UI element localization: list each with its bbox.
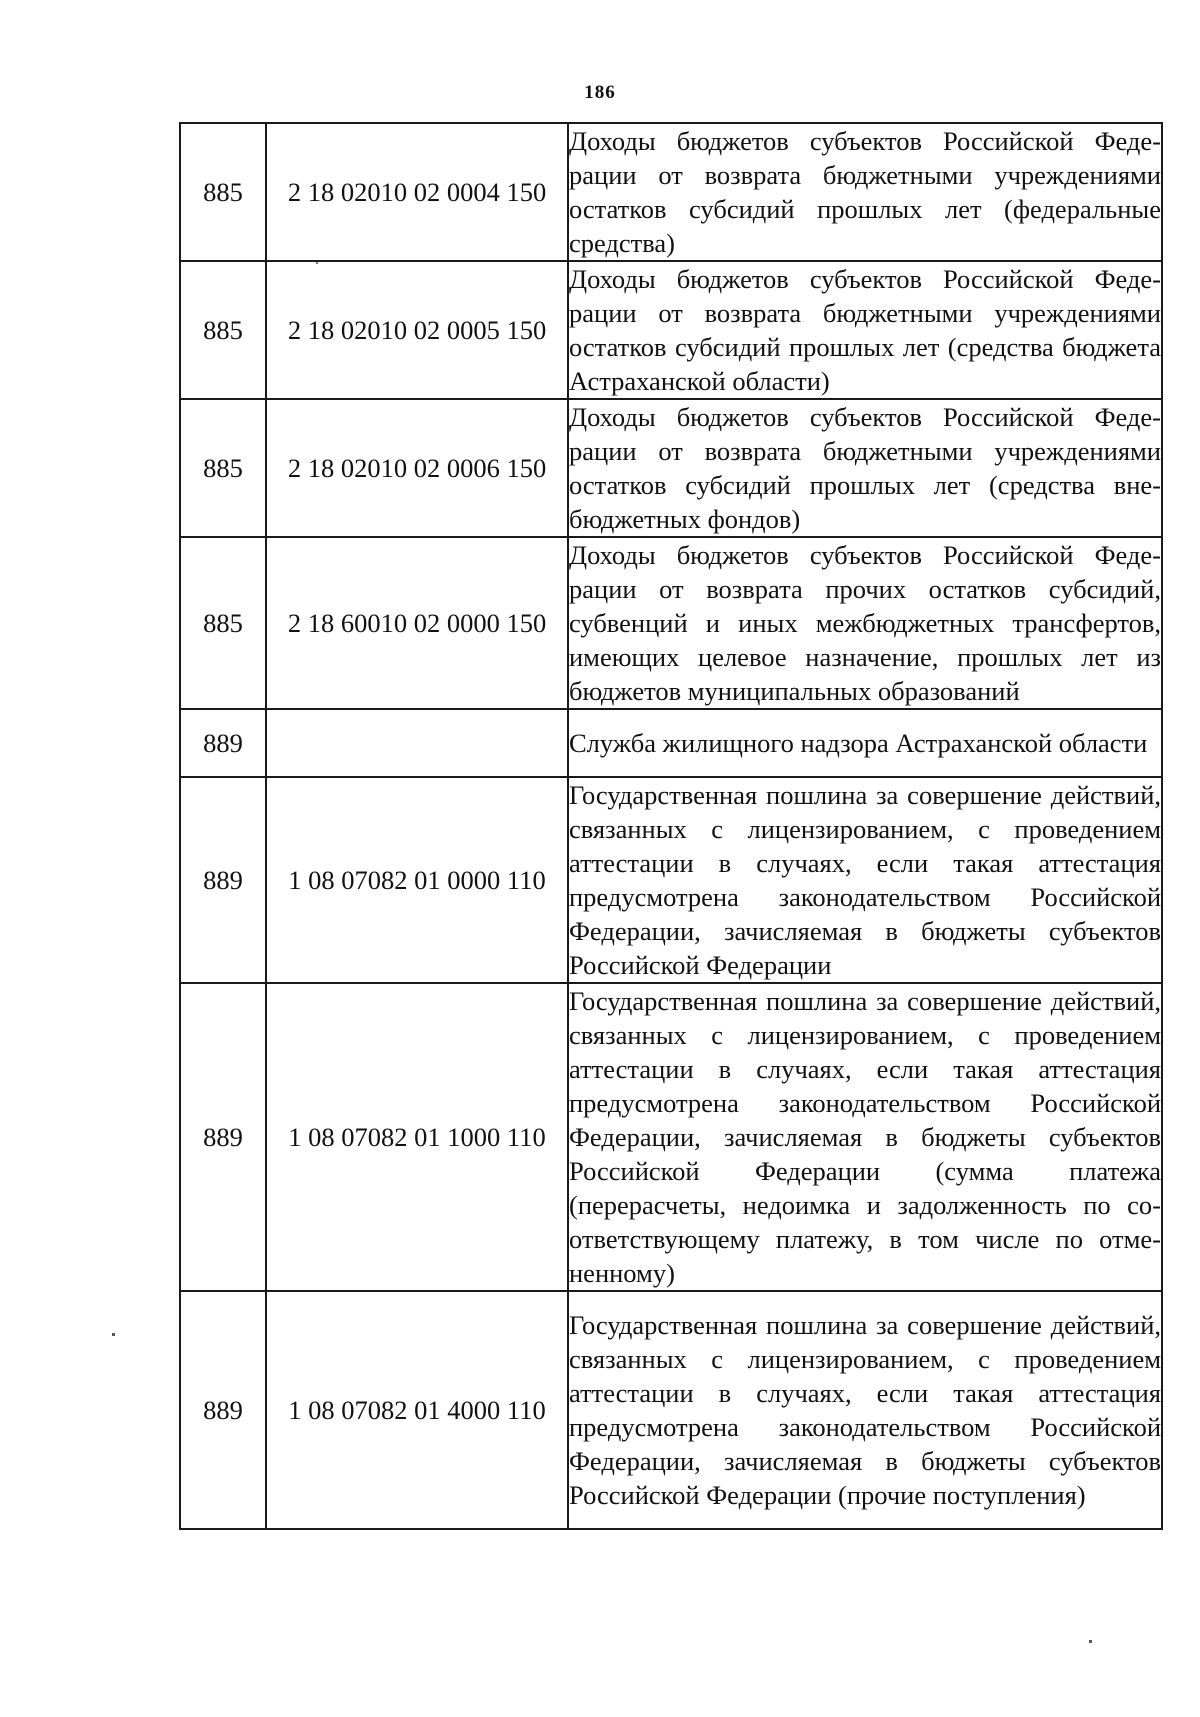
revenue-name-cell: Служба жилищного надзора Астраханской области xyxy=(568,709,1162,777)
admin-code-cell: 885 xyxy=(180,537,266,709)
table-row xyxy=(180,261,1162,399)
admin-code-cell: 889 xyxy=(180,709,266,777)
revenue-name-cell: Государственная пошлина за совершение действий, связанных с лицензированием, с проведением аттестации в случаях, если такая аттестация предусмотрена законодательством Российской Федерации, зачисляемая в бюджеты субъектов Российской Федерации (прочие поступления) xyxy=(568,1291,1162,1529)
revenue-name-cell: Доходы бюджетов субъектов Российской Федерации от возврата бюджетными учреждениями остатков субсидий прошлых лет (федеральные средства) xyxy=(568,123,1162,261)
revenue-name-cell: Доходы бюджетов субъектов Российской Федерации от возврата бюджетными учреждениями остатков субсидий прошлых лет (средства бюджета Астраханской области) xyxy=(568,261,1162,399)
admin-code-cell: 885 xyxy=(180,261,266,399)
admin-code-cell: 885 xyxy=(180,399,266,537)
admin-code-cell: 889 xyxy=(180,1291,266,1529)
revenue-name-cell: Доходы бюджетов субъектов Российской Федерации от возврата бюджетными учреждениями остатков субсидий прошлых лет (средства внебюджетных фондов) xyxy=(568,399,1162,537)
budget-revenue-table xyxy=(179,122,1163,1530)
admin-code-cell: 889 xyxy=(180,777,266,983)
table-row xyxy=(180,777,1162,983)
table-row xyxy=(180,1291,1162,1529)
table-row xyxy=(180,123,1162,261)
revenue-name-cell: Доходы бюджетов субъектов Российской Федерации от возврата прочих остатков субсидий, субвенций и иных межбюджетных трансфертов, имеющих целевое назначение, прошлых лет из бюджетов муниципальных образований xyxy=(568,537,1162,709)
budget-code-cell: 1 08 07082 01 1000 110 xyxy=(266,983,568,1291)
page-number: 186 xyxy=(584,82,616,103)
budget-code-cell: 2 18 02010 02 0005 150 xyxy=(266,261,568,399)
scan-speck xyxy=(316,262,318,264)
budget-code-cell: 2 18 02010 02 0004 150 xyxy=(266,123,568,261)
budget-code-cell: 2 18 60010 02 0000 150 xyxy=(266,537,568,709)
table-row xyxy=(180,537,1162,709)
revenue-name-cell: Государственная пошлина за совершение действий, связанных с лицензированием, с проведением аттестации в случаях, если такая аттестация предусмотрена законодательством Российской Федерации, зачисляемая в бюджеты субъектов Российской Федерации (сумма платежа (перерасчеты, недоимка и задолженность по соответствующему платежу, в том числе по отмененному) xyxy=(568,983,1162,1291)
table-row xyxy=(180,983,1162,1291)
budget-code-cell: 1 08 07082 01 4000 110 xyxy=(266,1291,568,1529)
scan-speck xyxy=(112,1333,115,1336)
scan-speck xyxy=(1089,1640,1092,1643)
table-row xyxy=(180,399,1162,537)
budget-code-cell: 2 18 02010 02 0006 150 xyxy=(266,399,568,537)
budget-code-cell xyxy=(266,709,568,777)
budget-code-cell: 1 08 07082 01 0000 110 xyxy=(266,777,568,983)
table-row xyxy=(180,709,1162,777)
admin-code-cell: 885 xyxy=(180,123,266,261)
revenue-name-cell: Государственная пошлина за совершение действий, связанных с лицензированием, с проведением аттестации в случаях, если такая аттестация предусмотрена законодательством Российской Федерации, зачисляемая в бюджеты субъектов Российской Федерации xyxy=(568,777,1162,983)
admin-code-cell: 889 xyxy=(180,983,266,1291)
